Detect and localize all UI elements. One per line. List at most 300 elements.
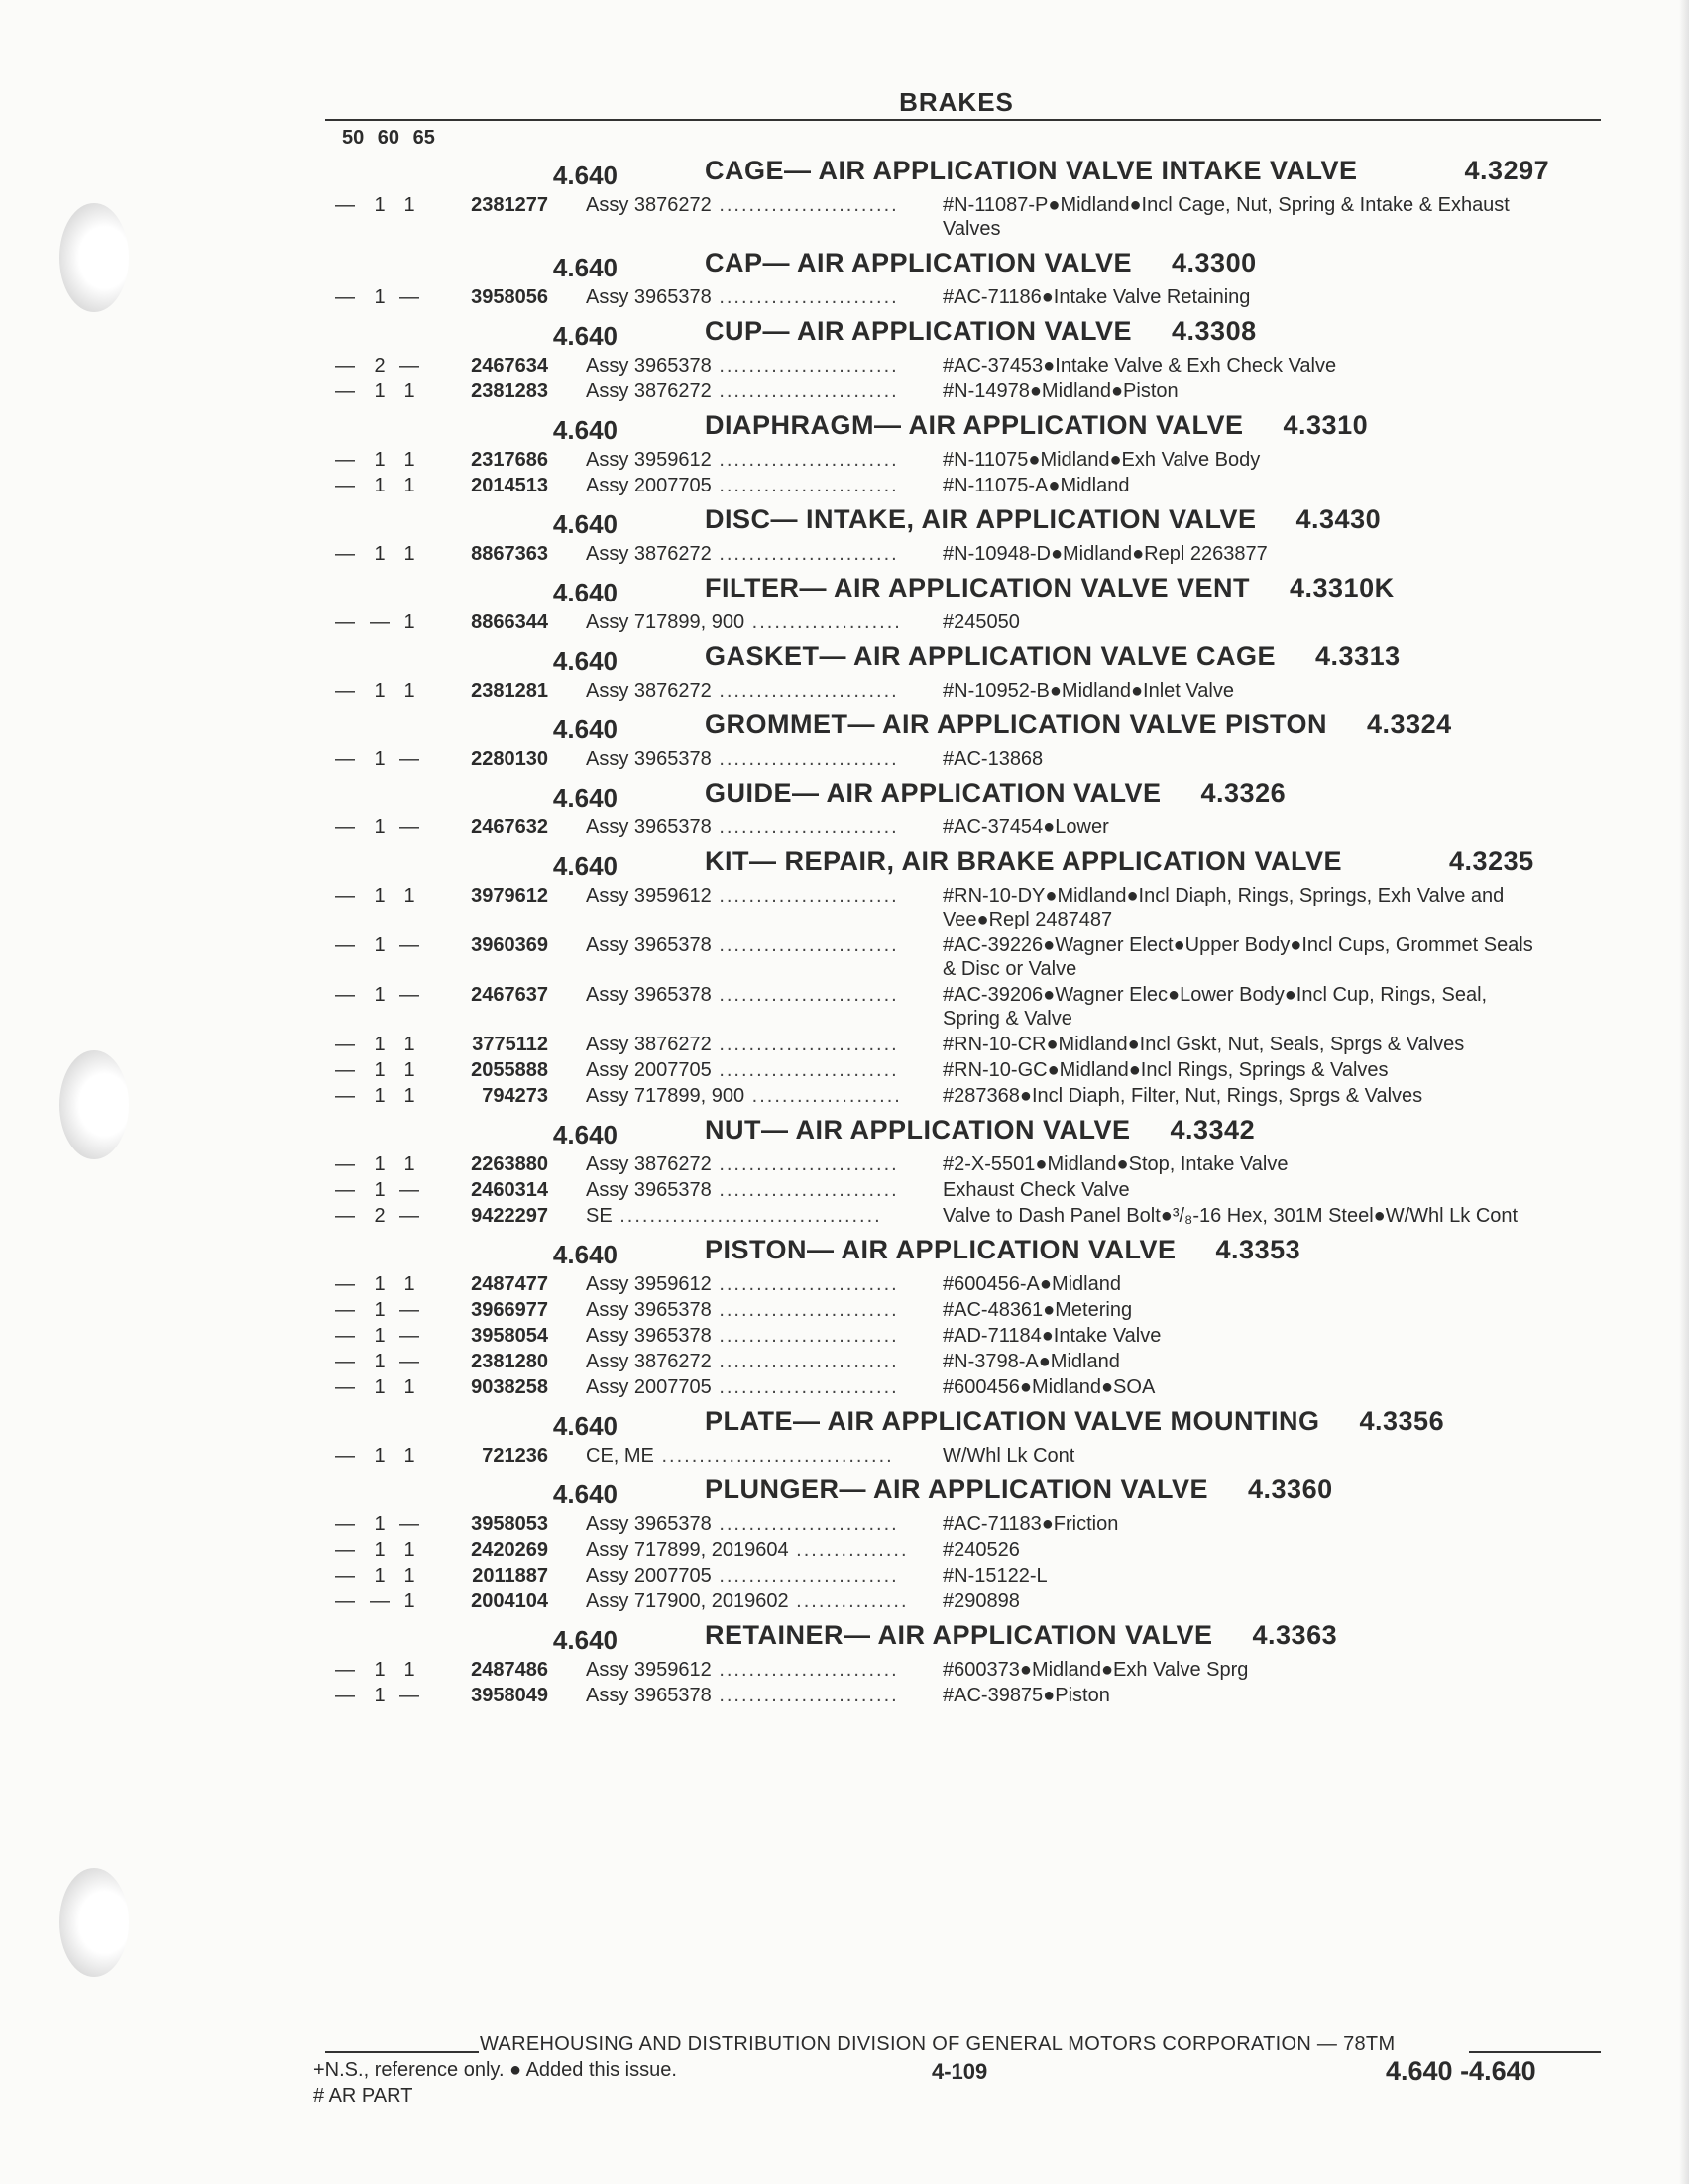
section-reference: 4.3310: [1283, 410, 1369, 440]
part-row: [325, 448, 1604, 472]
qty-1960: 1: [374, 475, 386, 496]
qty-1960: 1: [374, 194, 386, 216]
qty-1960: —: [370, 611, 390, 633]
section-reference: 4.3326: [1200, 778, 1287, 808]
catalog-section: [325, 316, 1604, 403]
section-heading: [325, 846, 1604, 882]
group-code: 4.640: [552, 783, 618, 813]
usage-source-text: Assy 3959612: [586, 885, 712, 907]
part-row: [325, 474, 1604, 497]
part-number: 2420269: [471, 1539, 548, 1561]
section-reference: 4.3308: [1172, 316, 1257, 346]
part-number: 2317686: [471, 449, 548, 471]
usage-source-text: Assy 3965378: [586, 1299, 712, 1321]
dot-leader: ........................: [711, 1325, 899, 1347]
part-number: 2381283: [471, 381, 548, 402]
part-description: #N-14978●Midland●Piston: [943, 381, 1179, 402]
part-number: 2004104: [471, 1590, 548, 1612]
qty-1950: —: [335, 381, 355, 402]
dot-leader: ........................: [711, 1153, 899, 1175]
qty-1960: 1: [374, 1325, 386, 1347]
qty-1965: 1: [403, 1590, 415, 1612]
part-row: [325, 285, 1604, 309]
part-row: [325, 1538, 1604, 1562]
section-title: [705, 778, 1597, 814]
section-heading: [325, 316, 1604, 352]
part-row: [325, 747, 1604, 771]
section-heading: [325, 248, 1604, 283]
group-code: 4.640: [552, 415, 618, 445]
usage-source: [586, 1033, 943, 1056]
usage-source-text: SE: [586, 1205, 613, 1227]
qty-1950: —: [335, 286, 355, 308]
qty-1965: —: [399, 817, 419, 838]
dot-leader: ........................: [711, 194, 899, 216]
usage-source-text: Assy 3965378: [586, 1179, 712, 1201]
dot-leader: ........................: [711, 885, 899, 907]
footer-corporation: WAREHOUSING AND DISTRIBUTION DIVISION OF GENERAL MOTORS CORPORATION — 78TM: [480, 2033, 1396, 2055]
usage-source: [586, 610, 943, 634]
part-number: 2467637: [471, 984, 548, 1006]
qty-1960: 1: [374, 449, 386, 471]
page-edge-shadow: [1679, 0, 1689, 2184]
qty-1965: 1: [403, 449, 415, 471]
qty-1965: —: [399, 1351, 419, 1372]
qty-1950: —: [335, 748, 355, 770]
qty-1950: —: [335, 1565, 355, 1586]
dot-leader: ...................................: [612, 1205, 882, 1227]
usage-source-text: Assy 3965378: [586, 1513, 712, 1535]
qty-1950: —: [335, 1590, 355, 1612]
part-description: #600456-A●Midland: [943, 1273, 1121, 1295]
dot-leader: ........................: [711, 680, 899, 702]
section-title: [705, 248, 1597, 283]
section-title-text: GUIDE— AIR APPLICATION VALVE: [705, 778, 1162, 808]
qty-1950: —: [335, 1273, 355, 1295]
part-number: 3775112: [472, 1034, 548, 1055]
part-description: #AC-39875●Piston: [943, 1685, 1110, 1706]
usage-source-text: Assy 3965378: [586, 1325, 712, 1347]
usage-source-text: Assy 3965378: [586, 934, 712, 956]
dot-leader: ........................: [711, 748, 899, 770]
dot-leader: ...............................: [653, 1445, 894, 1467]
usage-source: [586, 1324, 943, 1348]
section-reference: 4.3342: [1170, 1115, 1256, 1145]
qty-1965: 1: [403, 543, 415, 565]
part-number: 2381277: [471, 194, 548, 216]
usage-source: [586, 380, 943, 403]
usage-source: [586, 1444, 943, 1468]
section-heading: [325, 1406, 1604, 1442]
qty-1960: 1: [374, 817, 386, 838]
usage-source-text: Assy 3876272: [586, 194, 712, 216]
group-code: 4.640: [552, 253, 618, 282]
usage-source-text: Assy 3965378: [586, 286, 712, 308]
group-code: 4.640: [552, 1479, 618, 1509]
qty-1960: 1: [374, 1085, 386, 1107]
dot-leader: ....................: [744, 1085, 902, 1107]
section-title-text: GASKET— AIR APPLICATION VALVE CAGE: [705, 641, 1277, 671]
usage-source-text: Assy 3965378: [586, 1685, 712, 1706]
usage-source: [586, 816, 943, 839]
part-row: [325, 1178, 1604, 1202]
dot-leader: ........................: [711, 1179, 899, 1201]
part-row: [325, 542, 1604, 566]
usage-source-text: Assy 3959612: [586, 1659, 712, 1681]
punch-hole-middle: [59, 1050, 129, 1159]
group-code: 4.640: [552, 714, 618, 744]
qty-1960: 1: [374, 885, 386, 907]
punch-hole-bottom: [59, 1868, 129, 1977]
part-row: [325, 193, 1604, 241]
qty-1965: 1: [403, 1659, 415, 1681]
usage-source-text: Assy 3959612: [586, 1273, 712, 1295]
qty-1950: —: [335, 543, 355, 565]
section-reference: 4.3356: [1359, 1406, 1445, 1436]
qty-1965: 1: [403, 194, 415, 216]
group-code: 4.640: [552, 1240, 618, 1269]
qty-1965: —: [399, 1179, 419, 1201]
part-number: 2381280: [471, 1351, 548, 1372]
qty-1960: 1: [374, 1153, 386, 1175]
section-title: [705, 1115, 1597, 1150]
qty-1950: —: [335, 1513, 355, 1535]
part-description: #600373●Midland●Exh Valve Sprg: [943, 1659, 1249, 1681]
part-number: 2011887: [472, 1565, 548, 1586]
qty-1950: —: [335, 1205, 355, 1227]
usage-source-text: Assy 3876272: [586, 543, 712, 565]
usage-source: [586, 1058, 943, 1082]
usage-source: [586, 1589, 943, 1613]
section-title: [705, 1474, 1597, 1510]
dot-leader: ........................: [711, 1034, 899, 1055]
usage-source-text: Assy 3876272: [586, 381, 712, 402]
catalog-section: [325, 504, 1604, 566]
part-number: 3979612: [471, 885, 548, 907]
part-row: [325, 1350, 1604, 1373]
punch-hole-top: [59, 203, 129, 312]
section-title-text: DIAPHRAGM— AIR APPLICATION VALVE: [705, 410, 1244, 440]
section-title: [705, 1406, 1597, 1442]
qty-1965: 1: [403, 1539, 415, 1561]
usage-source: [586, 747, 943, 771]
page-title: BRAKES: [899, 87, 1014, 117]
qty-1950: —: [335, 1351, 355, 1372]
catalog-section: [325, 1474, 1604, 1613]
part-description: #RN-10-CR●Midland●Incl Gskt, Nut, Seals, Sprgs & Valves: [943, 1034, 1465, 1055]
qty-1960: 1: [374, 1685, 386, 1706]
section-title-text: PLATE— AIR APPLICATION VALVE MOUNTING: [705, 1406, 1320, 1436]
qty-1965: 1: [403, 1445, 415, 1467]
qty-1950: —: [335, 1659, 355, 1681]
group-code: 4.640: [552, 851, 618, 881]
usage-source-text: CE, ME: [586, 1445, 654, 1467]
section-title-text: NUT— AIR APPLICATION VALVE: [705, 1115, 1131, 1145]
section-reference: 4.3235: [1449, 846, 1534, 876]
qty-1965: 1: [403, 611, 415, 633]
usage-source: [586, 1152, 943, 1176]
qty-1960: 1: [374, 1179, 386, 1201]
dot-leader: ...............: [788, 1590, 909, 1612]
usage-source-text: Assy 2007705: [586, 1376, 712, 1398]
qty-1950: —: [335, 1299, 355, 1321]
group-code: 4.640: [552, 1625, 618, 1655]
qty-1965: —: [399, 355, 419, 377]
section-heading: [325, 156, 1604, 191]
part-number: 3960369: [471, 934, 548, 956]
part-description: #AC-13868: [943, 748, 1044, 770]
part-row: [325, 1564, 1604, 1587]
qty-1960: 1: [374, 286, 386, 308]
header-rule: [325, 119, 1601, 121]
usage-source: [586, 1658, 943, 1682]
qty-1960: 1: [374, 543, 386, 565]
part-description: #N-11075●Midland●Exh Valve Body: [943, 449, 1261, 471]
dot-leader: ........................: [711, 1299, 899, 1321]
part-row: [325, 1512, 1604, 1536]
dot-leader: ........................: [711, 1376, 899, 1398]
part-number: 9038258: [471, 1376, 548, 1398]
part-description: Exhaust Check Valve: [943, 1179, 1130, 1201]
part-row: [325, 983, 1604, 1031]
section-heading: [325, 410, 1604, 446]
qty-1960: 1: [374, 1299, 386, 1321]
part-row: [325, 1058, 1604, 1082]
part-row: [325, 1033, 1604, 1056]
section-reference: 4.3300: [1172, 248, 1257, 277]
part-description: #RN-10-DY●Midland●Incl Diaph, Rings, Springs, Exh Valve and Vee●Repl 2487487: [943, 885, 1505, 930]
part-description: #AC-37453●Intake Valve & Exh Check Valve: [943, 355, 1337, 377]
dot-leader: ........................: [711, 1659, 899, 1681]
part-row: [325, 933, 1604, 981]
section-heading: [325, 778, 1604, 814]
usage-source: [586, 1178, 943, 1202]
group-code: 4.640: [552, 161, 618, 190]
dot-leader: ........................: [711, 286, 899, 308]
usage-source: [586, 1512, 943, 1536]
section-title-text: PLUNGER— AIR APPLICATION VALVE: [705, 1474, 1209, 1504]
part-number: 2487486: [471, 1659, 548, 1681]
qty-1960: —: [370, 1590, 390, 1612]
parts-list: [325, 149, 1604, 1707]
qty-1960: 1: [374, 984, 386, 1006]
part-description: #2-X-5501●Midland●Stop, Intake Valve: [943, 1153, 1289, 1175]
section-title: [705, 504, 1597, 540]
section-title: [705, 156, 1597, 191]
dot-leader: ........................: [711, 1565, 899, 1586]
part-row: [325, 1684, 1604, 1707]
qty-1965: —: [399, 748, 419, 770]
section-title: [705, 712, 1597, 745]
qty-1950: —: [335, 1034, 355, 1055]
qty-1950: —: [335, 934, 355, 956]
qty-1965: 1: [403, 1273, 415, 1295]
footer-legend: +N.S., reference only. ● Added this issue.: [313, 2059, 677, 2081]
qty-1960: 1: [374, 381, 386, 402]
usage-source-text: Assy 3965378: [586, 748, 712, 770]
footer-ar-note: # AR PART: [313, 2085, 413, 2107]
section-title-text: PISTON— AIR APPLICATION VALVE: [705, 1235, 1177, 1264]
section-title-text: DISC— INTAKE, AIR APPLICATION VALVE: [705, 504, 1257, 534]
section-reference: 4.3430: [1295, 504, 1382, 534]
usage-source-text: Assy 3876272: [586, 1351, 712, 1372]
qty-1950: —: [335, 1059, 355, 1081]
qty-1960: 1: [374, 934, 386, 956]
part-description: #600456●Midland●SOA: [943, 1376, 1156, 1398]
section-heading: [325, 1115, 1604, 1150]
dot-leader: ........................: [711, 1351, 899, 1372]
part-description: #AC-37454●Lower: [943, 817, 1109, 838]
qty-1965: 1: [403, 680, 415, 702]
part-description: #AC-71186●Intake Valve Retaining: [943, 286, 1251, 308]
usage-source: [586, 1684, 943, 1707]
section-title-text: GROMMET— AIR APPLICATION VALVE PISTON: [705, 710, 1328, 739]
qty-1965: —: [399, 1685, 419, 1706]
part-number: 3966977: [471, 1299, 548, 1321]
section-title-text: CAGE— AIR APPLICATION VALVE INTAKE VALVE: [705, 156, 1358, 185]
qty-1965: 1: [403, 1153, 415, 1175]
qty-1950: —: [335, 1325, 355, 1347]
part-number: 9422297: [471, 1205, 548, 1227]
usage-source: [586, 884, 943, 931]
section-title-text: CUP— AIR APPLICATION VALVE: [705, 316, 1133, 346]
part-number: 2487477: [471, 1273, 548, 1295]
part-row: [325, 1324, 1604, 1348]
usage-source-text: Assy 3965378: [586, 984, 712, 1006]
qty-1950: —: [335, 1685, 355, 1706]
usage-source: [586, 933, 943, 981]
part-description: #RN-10-GC●Midland●Incl Rings, Springs & Valves: [943, 1059, 1389, 1081]
group-code: 4.640: [552, 646, 618, 676]
part-number: 2263880: [471, 1153, 548, 1175]
dot-leader: ........................: [711, 1059, 899, 1081]
usage-source-text: Assy 717899, 900: [586, 611, 745, 633]
part-description: #N-11087-P●Midland●Incl Cage, Nut, Spring & Intake & Exhaust Valves: [943, 194, 1510, 240]
qty-1965: 1: [403, 1059, 415, 1081]
part-number: 3958049: [471, 1685, 548, 1706]
part-description: #N-10948-D●Midland●Repl 2263877: [943, 543, 1268, 565]
section-title: [705, 410, 1597, 446]
part-row: [325, 1152, 1604, 1176]
part-description: #N-15122-L: [943, 1565, 1048, 1586]
qty-1950: —: [335, 194, 355, 216]
qty-1950: —: [335, 449, 355, 471]
section-title-text: FILTER— AIR APPLICATION VALVE VENT: [705, 573, 1250, 602]
qty-1950: —: [335, 355, 355, 377]
catalog-section: [325, 156, 1604, 241]
qty-1960: 2: [374, 355, 386, 377]
qty-1960: 1: [374, 1273, 386, 1295]
qty-1950: —: [335, 1445, 355, 1467]
part-row: [325, 1204, 1604, 1228]
group-range: 4.640 -4.640: [1386, 2056, 1536, 2086]
usage-source: [586, 448, 943, 472]
catalog-section: [325, 846, 1604, 1108]
usage-source-text: Assy 3876272: [586, 1034, 712, 1055]
section-reference: 4.3310K: [1290, 573, 1395, 602]
part-row: [325, 1375, 1604, 1399]
qty-1950: —: [335, 984, 355, 1006]
part-row: [325, 380, 1604, 403]
qty-1965: —: [399, 984, 419, 1006]
part-description: Valve to Dash Panel Bolt●³/₈-16 Hex, 301M Steel●W/Whl Lk Cont: [943, 1205, 1519, 1227]
qty-1965: —: [399, 934, 419, 956]
dot-leader: ........................: [711, 1273, 899, 1295]
usage-source: [586, 1375, 943, 1399]
usage-source-text: Assy 3876272: [586, 680, 712, 702]
usage-source-text: Assy 3876272: [586, 1153, 712, 1175]
dot-leader: ........................: [711, 1513, 899, 1535]
part-number: 2467632: [471, 817, 548, 838]
qty-1960: 1: [374, 1059, 386, 1081]
qty-1960: 1: [374, 1351, 386, 1372]
usage-source: [586, 193, 943, 241]
qty-1950: —: [335, 1085, 355, 1107]
qty-1950: —: [335, 475, 355, 496]
section-title: [705, 316, 1597, 352]
section-title: [705, 846, 1597, 882]
section-reference: 4.3313: [1315, 641, 1401, 671]
part-number: 2460314: [471, 1179, 548, 1201]
usage-source-text: Assy 2007705: [586, 1565, 712, 1586]
qty-1965: 1: [403, 1034, 415, 1055]
usage-source-text: Assy 3965378: [586, 355, 712, 377]
part-row: [325, 816, 1604, 839]
footer-rule-right: [1469, 2051, 1601, 2053]
qty-1950: —: [335, 680, 355, 702]
group-code: 4.640: [552, 321, 618, 351]
usage-source: [586, 1350, 943, 1373]
qty-1950: —: [335, 1179, 355, 1201]
section-heading: [325, 1235, 1604, 1270]
usage-source: [586, 1564, 943, 1587]
group-code: 4.640: [552, 578, 618, 607]
dot-leader: ........................: [711, 984, 899, 1006]
part-row: [325, 1272, 1604, 1296]
catalog-section: [325, 248, 1604, 309]
section-reference: 4.3353: [1215, 1235, 1301, 1264]
part-number: 2280130: [471, 748, 548, 770]
part-description: #245050: [943, 611, 1020, 633]
part-number: 3958056: [471, 286, 548, 308]
footer-rule-left: [325, 2051, 479, 2053]
qty-1960: 1: [374, 1539, 386, 1561]
qty-1965: 1: [403, 1085, 415, 1107]
usage-source-text: Assy 2007705: [586, 475, 712, 496]
dot-leader: ........................: [711, 381, 899, 402]
part-number: 2381281: [471, 680, 548, 702]
qty-1965: 1: [403, 381, 415, 402]
usage-source-text: Assy 3959612: [586, 449, 712, 471]
usage-source: [586, 983, 943, 1031]
part-row: [325, 1658, 1604, 1682]
part-description: #N-3798-A●Midland: [943, 1351, 1120, 1372]
part-description: #AC-39226●Wagner Elect●Upper Body●Incl Cups, Grommet Seals & Disc or Valve: [943, 934, 1533, 980]
qty-1965: —: [399, 286, 419, 308]
section-reference: 4.3360: [1248, 1474, 1333, 1504]
catalog-section: [325, 712, 1604, 771]
section-reference: 4.3297: [1464, 156, 1550, 185]
part-row: [325, 610, 1604, 634]
qty-1950: —: [335, 885, 355, 907]
section-reference: 4.3363: [1252, 1620, 1338, 1650]
section-title: [705, 1235, 1597, 1270]
qty-1960: 1: [374, 1376, 386, 1398]
dot-leader: ........................: [711, 934, 899, 956]
dot-leader: ........................: [711, 1685, 899, 1706]
qty-1960: 1: [374, 1513, 386, 1535]
section-title-text: RETAINER— AIR APPLICATION VALVE: [705, 1620, 1213, 1650]
